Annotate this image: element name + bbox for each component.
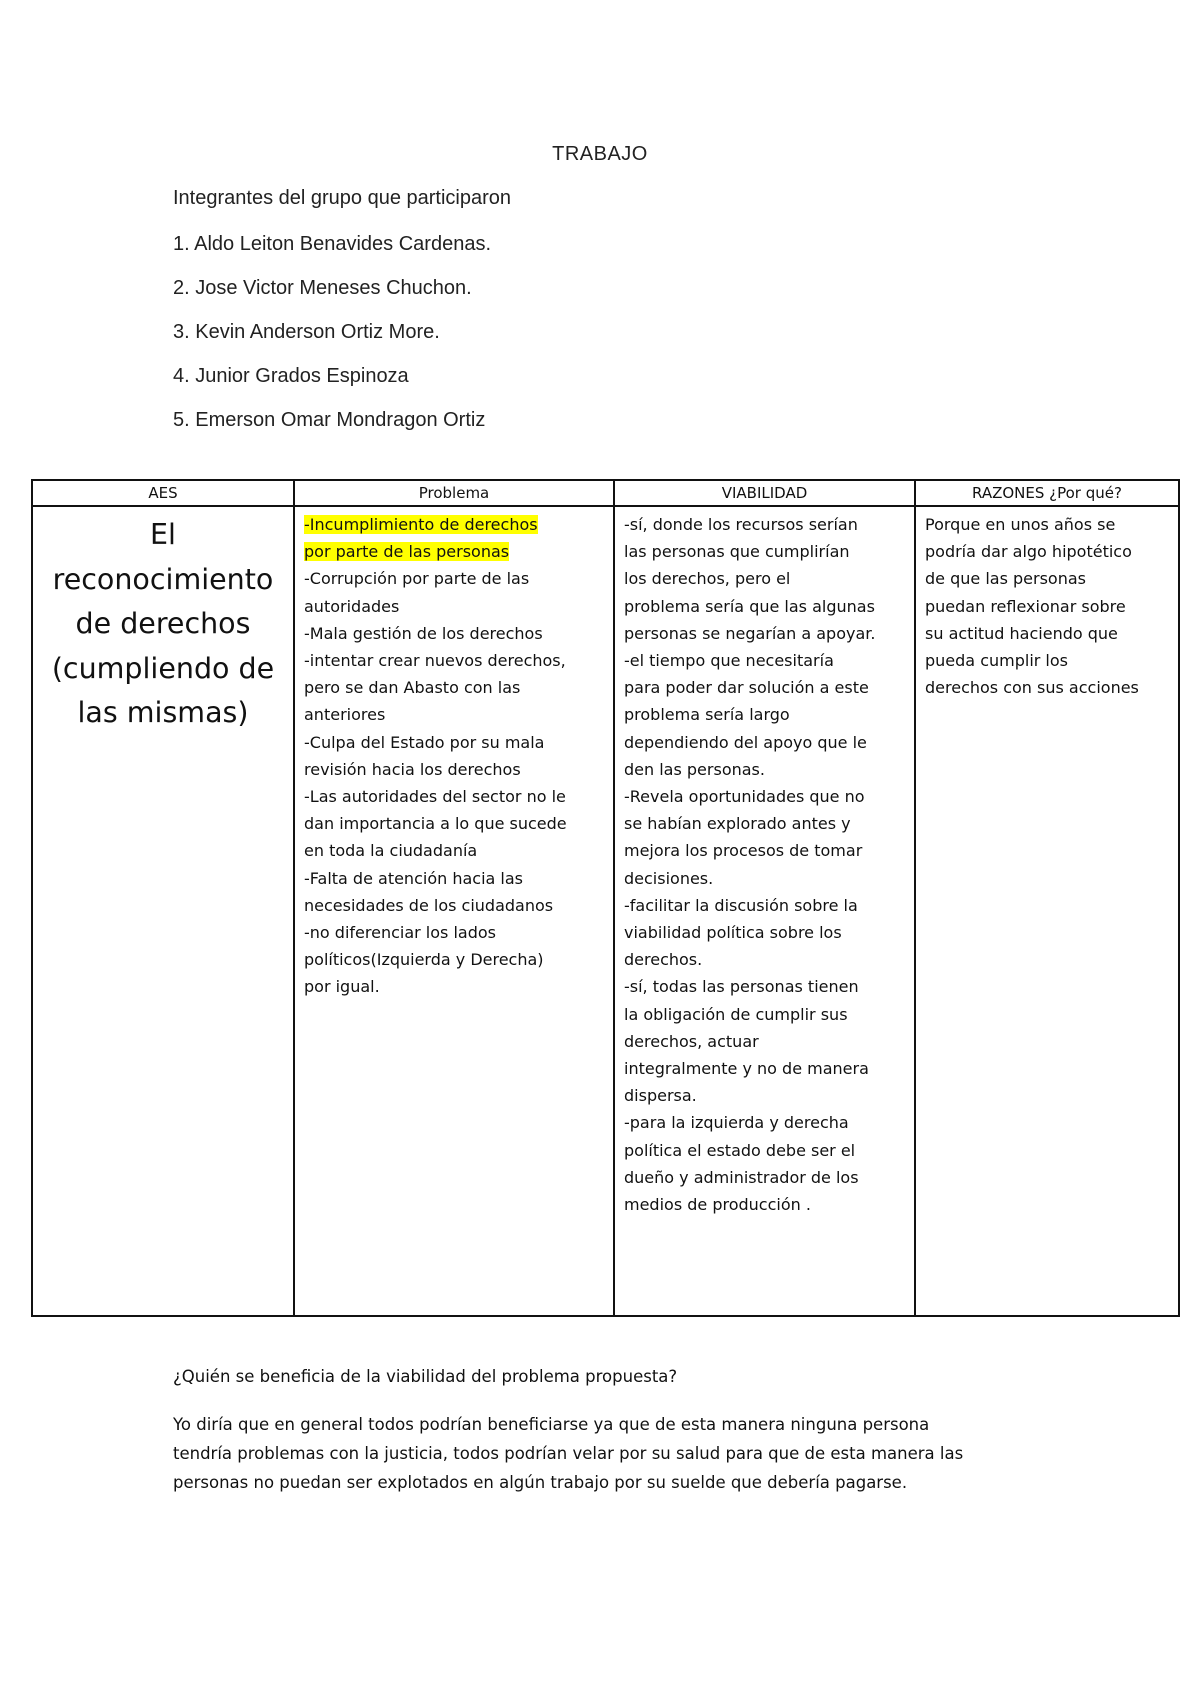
problema-line: por igual. (304, 977, 380, 997)
viabilidad-line: derechos, actuar (624, 1031, 759, 1051)
member-item: 1. Aldo Leiton Benavides Cardenas. (173, 233, 491, 255)
viabilidad-line: -Revela oportunidades que no (624, 787, 865, 807)
aes-cell (32, 506, 294, 1316)
viabilidad-line: dependiendo del apoyo que le (624, 732, 867, 752)
problema-line-highlighted: -Incumplimiento de derechos (304, 515, 538, 534)
viabilidad-line: derechos. (624, 950, 703, 970)
header-problema: Problema (294, 480, 614, 506)
viabilidad-line: la obligación de cumplir sus (624, 1004, 848, 1024)
problema-line: -Las autoridades del sector no le (304, 787, 566, 807)
problema-line: autoridades (304, 596, 400, 616)
viabilidad-line: dispersa. (624, 1086, 697, 1106)
header-aes: AES (32, 480, 294, 506)
answer-line: tendría problemas con la justicia, todos podrían velar por su salud para que de esta manera las (173, 1444, 964, 1463)
viabilidad-line: personas se negarían a apoyar. (624, 623, 876, 643)
viabilidad-line: -sí, donde los recursos serían (624, 515, 858, 534)
footer-answer (173, 1410, 963, 1497)
razones-line: Porque en unos años se (925, 515, 1116, 534)
viabilidad-line: -para la izquierda y derecha (624, 1113, 849, 1133)
viabilidad-line: problema sería que las algunas (624, 596, 875, 616)
problema-line-highlighted: por parte de las personas (304, 542, 510, 562)
problema-line: -Culpa del Estado por su mala (304, 732, 545, 752)
razones-line: puedan reflexionar sobre (925, 596, 1126, 616)
aes-line: de derechos (75, 607, 251, 640)
problema-line: necesidades de los ciudadanos (304, 895, 554, 915)
answer-line: personas no puedan ser explotados en algún trabajo por su suelde que debería pagarse. (173, 1473, 908, 1492)
viabilidad-line: medios de producción . (624, 1195, 811, 1215)
viabilidad-line: -facilitar la discusión sobre la (624, 895, 858, 915)
viabilidad-line: -el tiempo que necesitaría (624, 651, 834, 671)
viabilidad-line: se habían explorado antes y (624, 814, 851, 834)
viabilidad-line: -sí, todas las personas tienen (624, 977, 859, 997)
table-row (32, 506, 1179, 1316)
razones-line: pueda cumplir los (925, 651, 1068, 671)
razones-line: derechos con sus acciones (925, 678, 1139, 698)
problema-line: revisión hacia los derechos (304, 759, 521, 779)
problema-line: pero se dan Abasto con las (304, 678, 521, 698)
document-title: TRABAJO (552, 143, 648, 165)
problema-line: anteriores (304, 705, 386, 725)
problema-line: en toda la ciudadanía (304, 841, 478, 861)
aes-table (31, 479, 1180, 1317)
viabilidad-line: los derechos, pero el (624, 569, 791, 589)
viabilidad-line: den las personas. (624, 759, 765, 779)
viabilidad-line: problema sería largo (624, 705, 790, 725)
problema-line: políticos(Izquierda y Derecha) (304, 950, 544, 970)
members-list (173, 231, 491, 451)
member-item: 3. Kevin Anderson Ortiz More. (173, 321, 440, 343)
aes-line: las mismas) (77, 696, 249, 729)
table-header-row (32, 480, 1179, 506)
aes-line: El (150, 518, 176, 551)
razones-line: de que las personas (925, 569, 1086, 589)
razones-cell (915, 506, 1179, 1316)
aes-line: (cumpliendo de (51, 651, 275, 685)
footer-question: ¿Quién se beneficia de la viabilidad del problema propuesta? (173, 1367, 678, 1386)
member-item: 5. Emerson Omar Mondragon Ortiz (173, 409, 486, 431)
viabilidad-cell (614, 506, 915, 1316)
viabilidad-line: viabilidad política sobre los (624, 923, 842, 943)
viabilidad-line: mejora los procesos de tomar (624, 841, 863, 861)
problema-line: -no diferenciar los lados (304, 923, 496, 943)
viabilidad-line: decisiones. (624, 868, 714, 888)
razones-line: su actitud haciendo que (925, 623, 1118, 643)
viabilidad-line: integralmente y no de manera (624, 1059, 869, 1079)
problema-line: -Mala gestión de los derechos (304, 623, 543, 643)
header-viabilidad: VIABILIDAD (614, 480, 915, 506)
viabilidad-line: para poder dar solución a este (624, 678, 869, 698)
problema-line: -intentar crear nuevos derechos, (304, 651, 566, 671)
problema-line: -Falta de atención hacia las (304, 868, 523, 888)
problema-cell (294, 506, 614, 1316)
answer-line: Yo diría que en general todos podrían beneficiarse ya que de esta manera ninguna persona (173, 1415, 930, 1434)
member-item: 2. Jose Victor Meneses Chuchon. (173, 277, 472, 299)
viabilidad-line: las personas que cumplirían (624, 542, 850, 562)
viabilidad-line: política el estado debe ser el (624, 1140, 856, 1160)
viabilidad-line: dueño y administrador de los (624, 1167, 859, 1187)
aes-line: reconocimiento (52, 562, 274, 596)
razones-line: podría dar algo hipotético (925, 542, 1132, 562)
problema-line: -Corrupción por parte de las (304, 569, 530, 589)
members-heading: Integrantes del grupo que participaron (173, 187, 512, 209)
problema-line: dan importancia a lo que sucede (304, 814, 567, 834)
header-razones: RAZONES ¿Por qué? (915, 480, 1179, 506)
member-item: 4. Junior Grados Espinoza (173, 365, 409, 387)
